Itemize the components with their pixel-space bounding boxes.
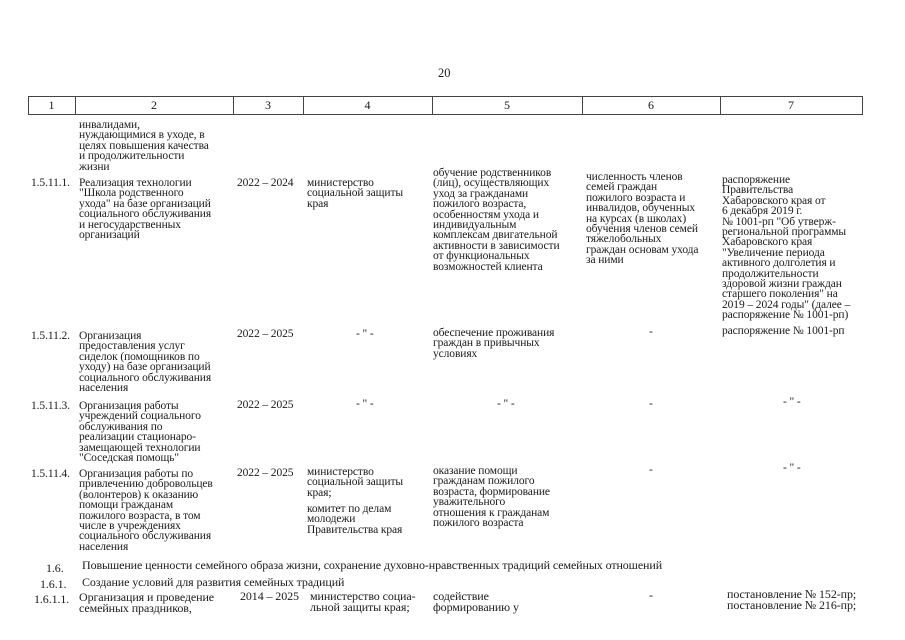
row-executor: - " - xyxy=(356,398,374,410)
row-basis: - " - xyxy=(783,462,801,474)
row-period: 2022 – 2025 xyxy=(237,328,294,340)
section-title: Создание условий для развития семейных традиций xyxy=(82,575,345,589)
row-executor: министерство социальной защиты края; xyxy=(307,466,403,499)
row-id: 1.5.11.1. xyxy=(31,177,70,189)
row-basis: распоряжение № 1001-рп xyxy=(722,325,845,337)
row-title: Организация работы учреждений социального обслуживания по реализации стационаро- замещающей технологии "Соседская помощь" xyxy=(79,400,201,465)
row-id: 1.6.1.1. xyxy=(34,592,70,606)
header-bottom-border xyxy=(28,114,862,115)
row-basis: - " - xyxy=(783,396,801,408)
row-title: Реализация технологии "Школа родственного ухода" на базе организаций социального обслуживания и негосударственных организаций xyxy=(79,177,212,242)
section-id: 1.6.1. xyxy=(40,577,67,591)
row-id: 1.5.11.3. xyxy=(31,400,70,412)
column-header: 3 xyxy=(265,98,271,112)
page-number: 20 xyxy=(438,66,451,80)
row-period: 2022 – 2025 xyxy=(237,467,294,479)
row-outcome: обеспечение проживания граждан в привычных условиях xyxy=(433,327,555,360)
row-basis: постановление № 152-пр; постановление № 216-пр; xyxy=(727,587,857,612)
row-executor: - " - xyxy=(356,328,374,340)
section-id: 1.6. xyxy=(46,561,64,575)
row-outcome: обучение родственников (лиц), осуществляющих уход за гражданами пожилого возраста, особенностям ухода и индивидуальным комплексам двигательной активности в зависимости от функциональных возможностей клиента xyxy=(433,167,560,273)
row-indicator: - xyxy=(649,464,653,476)
row-title: Организация работы по привлечению добровольцев (волонтеров) к оказанию помощи гражданам пожилого возраста, в том числе в учреждениях социального обслуживания населения xyxy=(79,468,213,553)
row-title: инвалидами, нуждающимися в уходе, в целях повышения качества и продолжительности жизни xyxy=(79,119,209,173)
column-header: 2 xyxy=(151,98,157,112)
row-executor: министерство социальной защиты края xyxy=(307,177,403,210)
header-divider xyxy=(862,96,863,115)
column-header: 6 xyxy=(648,98,654,112)
row-executor: министерство социа- льной защиты края; xyxy=(310,589,416,614)
row-period: 2022 – 2025 xyxy=(237,399,294,411)
row-indicator: численность членов семей граждан пожилого возраста и инвалидов, обученных на курсах (в школах) обучения членов семей тяжелобольных граждан основам ухода за ними xyxy=(586,171,699,267)
row-indicator: - xyxy=(649,326,653,338)
section-title: Повышение ценности семейного образа жизни, сохранение духовно-нравственных традиций семейных отношений xyxy=(82,558,663,572)
row-outcome: - " - xyxy=(497,398,515,410)
column-header: 4 xyxy=(364,98,371,112)
column-header: 1 xyxy=(48,98,55,112)
column-header: 7 xyxy=(788,98,794,112)
row-period: 2014 – 2025 xyxy=(240,589,299,603)
row-executor-2: комитет по делам молодежи Правительства края xyxy=(307,503,403,536)
row-indicator: - xyxy=(649,398,653,410)
row-period: 2022 – 2024 xyxy=(237,177,294,189)
row-outcome: оказание помощи гражданам пожилого возраста, формирование уважительного отношения к гражданам пожилого возраста xyxy=(433,465,550,530)
row-id: 1.5.11.4. xyxy=(31,468,70,480)
row-title: Организация предоставления услуг сиделок (помощников по уходу) на базе организаций социального обслуживания населения xyxy=(79,330,212,395)
row-basis: распоряжение Правительства Хабаровского края от 6 декабря 2019 г. № 1001-рп "Об утверж- региональной программы Хабаровского края "Увеличение периода активного долголетия и продолжительности здоровой жизни граждан старшего поколения" на 2019 – 2024 годы" (далее – распоряжение № 1001-рп) xyxy=(722,174,851,322)
column-header: 5 xyxy=(504,98,510,112)
row-outcome: содействие формированию у xyxy=(433,589,519,614)
row-id: 1.5.11.2. xyxy=(31,330,70,342)
row-title: Организация и проведение семейных праздников, xyxy=(79,590,214,615)
row-indicator: - xyxy=(649,588,653,602)
